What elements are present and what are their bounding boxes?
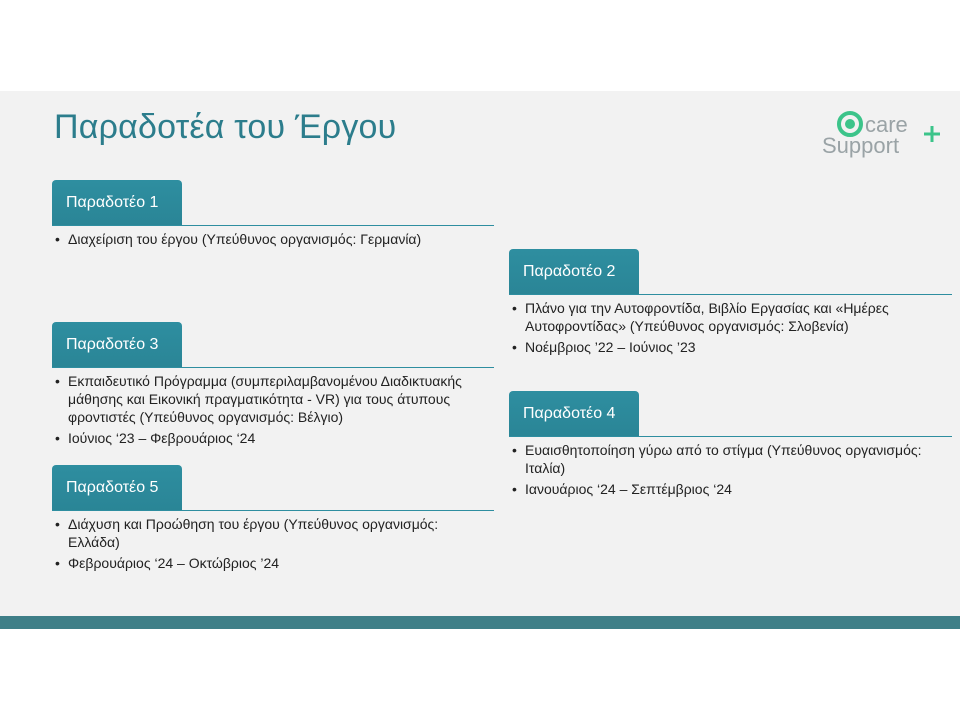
list-item: • Διάχυση και Προώθηση του έργου (Υπεύθυνος οργανισμός: Ελλάδα) bbox=[52, 515, 462, 551]
deliverable-4-tab: Παραδοτέο 4 bbox=[509, 391, 639, 437]
deliverable-1-list bbox=[52, 230, 492, 251]
deliverable-3-rule bbox=[52, 367, 494, 368]
list-item: • Ιούνιος ‘23 – Φεβρουάριος ‘24 bbox=[52, 429, 482, 447]
care-support-logo bbox=[820, 108, 945, 160]
logo-text-support: Support bbox=[822, 133, 900, 158]
list-item: • Ιανουάριος ‘24 – Σεπτέμβριος ‘24 bbox=[509, 480, 944, 498]
deliverable-4-list bbox=[509, 441, 944, 501]
page-title: Παραδοτέα του Έργου bbox=[54, 108, 397, 146]
deliverable-5-list bbox=[52, 515, 462, 575]
list-item: • Νοέμβριος ’22 – Ιούνιος ’23 bbox=[509, 338, 929, 356]
list-item: • Ευαισθητοποίηση γύρω από το στίγμα (Υπεύθυνος οργανισμός: Ιταλία) bbox=[509, 441, 944, 477]
deliverable-1-rule bbox=[52, 225, 494, 226]
deliverable-5-rule bbox=[52, 510, 494, 511]
logo-text-care: care bbox=[865, 112, 908, 137]
deliverable-2-list bbox=[509, 299, 929, 359]
deliverable-2-rule bbox=[509, 294, 952, 295]
deliverable-5-tab: Παραδοτέο 5 bbox=[52, 465, 182, 511]
list-item: • Φεβρουάριος ‘24 – Οκτώβριος ’24 bbox=[52, 554, 462, 572]
list-item: • Πλάνο για την Αυτοφροντίδα, Βιβλίο Εργασίας και «Ημέρες Αυτοφροντίδας» (Υπεύθυνος οργανισμός: Σλοβενία) bbox=[509, 299, 929, 335]
list-item: • Εκπαιδευτικό Πρόγραμμα (συμπεριλαμβανομένου Διαδικτυακής μάθησης και Εικονική πραγματικότητα - VR) για τους άτυπους φροντιστές (Υπεύθυνος οργανισμός: Βέλγιο) bbox=[52, 372, 482, 426]
deliverable-4-rule bbox=[509, 436, 952, 437]
list-item: • Διαχείριση του έργου (Υπεύθυνος οργανισμός: Γερμανία) bbox=[52, 230, 492, 248]
deliverable-1-tab: Παραδοτέο 1 bbox=[52, 180, 182, 226]
deliverable-3-tab: Παραδοτέο 3 bbox=[52, 322, 182, 368]
deliverable-2-tab: Παραδοτέο 2 bbox=[509, 249, 639, 295]
deliverable-3-list bbox=[52, 372, 482, 450]
bottom-bar bbox=[0, 616, 960, 629]
